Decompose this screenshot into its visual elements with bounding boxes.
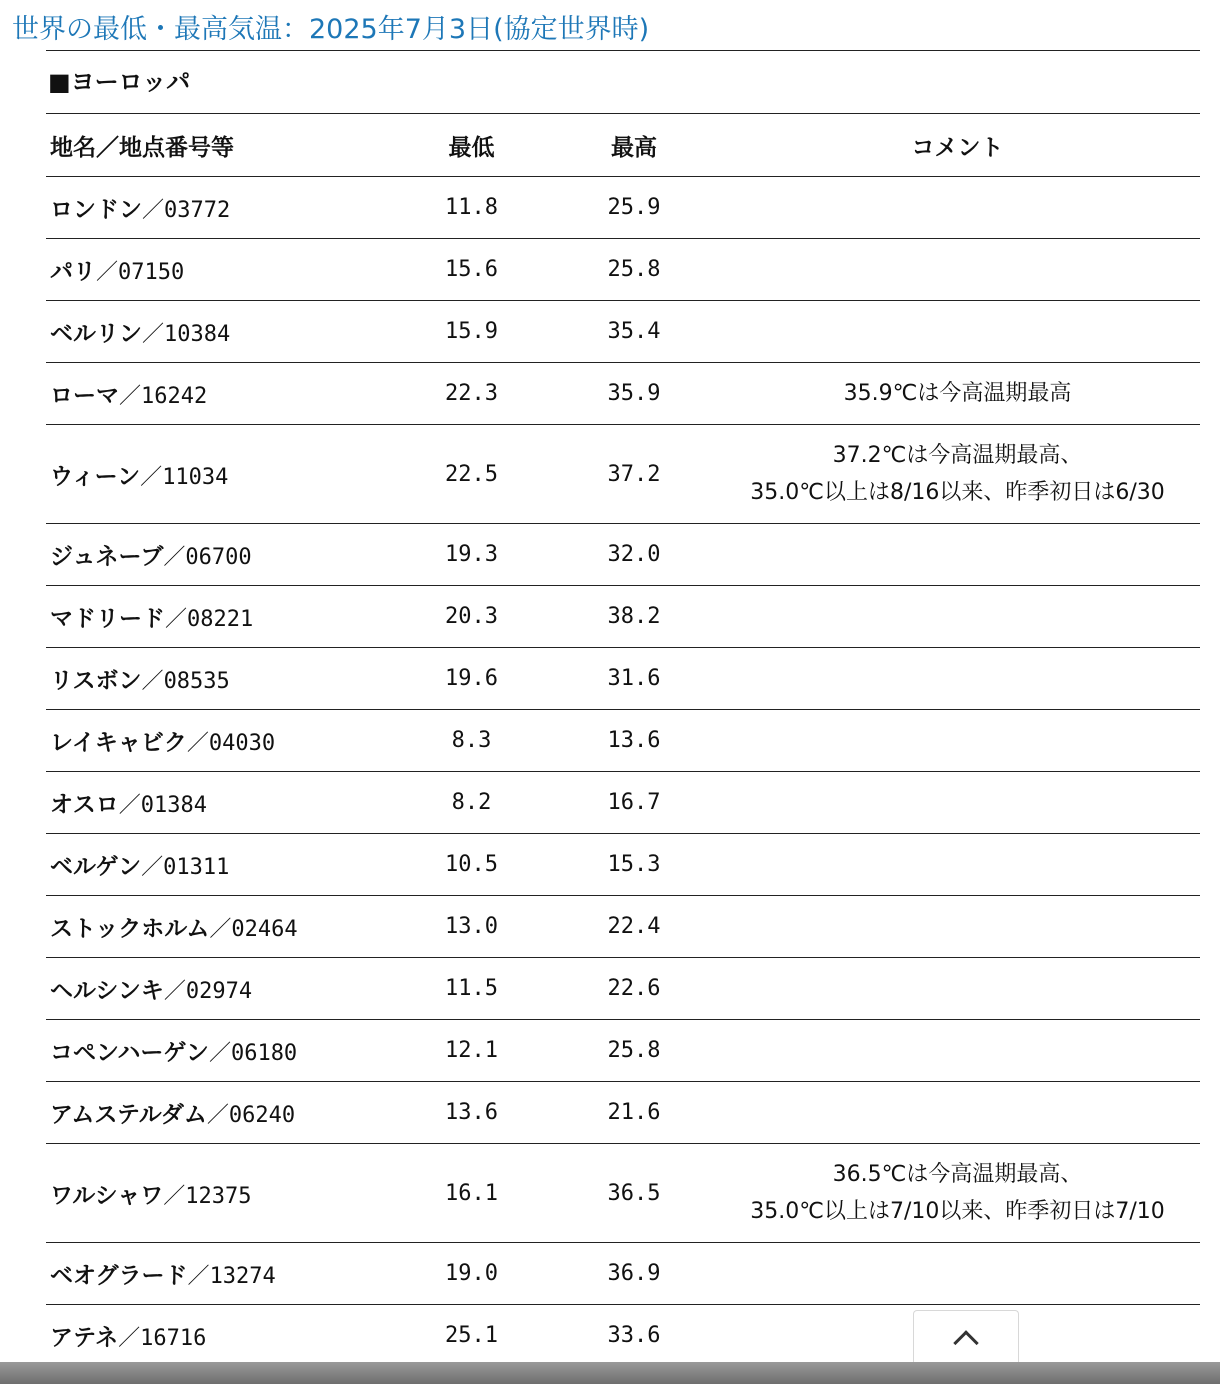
max-temp: 36.9 [553,1243,715,1305]
comment-cell [715,301,1200,363]
separator: ／ [118,1326,141,1351]
station-name: ヘルシンキ [50,978,164,1004]
station-name-cell [46,524,390,586]
column-header-min: 最低 [390,114,553,177]
table-row [46,958,1200,1020]
comment-cell [715,586,1200,648]
max-temp: 21.6 [553,1082,715,1144]
min-temp: 15.6 [390,239,553,301]
separator: ／ [209,917,232,942]
max-temp: 35.9 [553,363,715,425]
min-temp: 15.9 [390,301,553,363]
station-name: ストックホルム [50,916,210,942]
separator: ／ [142,198,165,223]
comment-cell [715,958,1200,1020]
page-title: 世界の最低・最高気温：2025年7月3日(協定世界時) [12,14,650,45]
comment-line-1: 35.9℃は今高温期最高 [843,381,1072,406]
station-code: 01384 [140,793,208,818]
separator: ／ [208,1041,231,1066]
station-name-cell [46,1305,390,1367]
table-row [46,524,1200,586]
station-code: 08535 [163,669,230,694]
station-name: ジュネーブ [50,544,164,570]
max-temp: 33.6 [553,1305,715,1367]
table-row [46,896,1200,958]
separator: ／ [142,322,165,347]
station-code: 03772 [164,198,231,223]
station-name-cell [46,363,390,425]
table-row [46,301,1200,363]
max-temp: 36.5 [553,1144,715,1243]
comment-cell [715,834,1200,896]
station-name: アテネ [50,1325,119,1351]
separator: ／ [119,384,142,409]
max-temp: 38.2 [553,586,715,648]
station-name-cell [46,958,390,1020]
min-temp: 8.2 [390,772,553,834]
station-code: 08221 [187,607,254,632]
station-name: ベルゲン [50,854,142,880]
min-temp: 13.6 [390,1082,553,1144]
station-name-cell [46,239,390,301]
table-row [46,586,1200,648]
station-code: 06240 [228,1103,296,1128]
comment-cell [715,363,1200,425]
table-row [46,1144,1200,1243]
station-name: パリ [50,259,96,285]
station-name-cell [46,1082,390,1144]
station-code: 06700 [185,545,252,570]
separator: ／ [163,1183,186,1209]
station-code: 07150 [118,260,185,285]
table-row [46,834,1200,896]
comment-line-1: 36.5℃は今高温期最高、 [832,1162,1083,1187]
separator: ／ [141,669,164,694]
min-temp: 13.0 [390,896,553,958]
back-to-top-button[interactable] [913,1310,1019,1366]
station-code: 16716 [140,1326,207,1351]
station-name: リスボン [50,668,142,694]
separator: ／ [186,731,209,756]
comment-cell [715,648,1200,710]
table-row [46,177,1200,239]
max-temp: 37.2 [553,425,715,524]
station-code: 10384 [164,322,231,347]
min-temp: 19.3 [390,524,553,586]
comment-cell [715,1082,1200,1144]
min-temp: 22.3 [390,363,553,425]
max-temp: 25.9 [553,177,715,239]
window-bottom-edge [0,1362,1220,1384]
station-name: ベルリン [50,321,142,347]
station-code: 02974 [185,979,253,1004]
station-code: 11034 [162,464,229,490]
comment-cell [715,524,1200,586]
min-temp: 8.3 [390,710,553,772]
station-code: 06180 [230,1041,298,1066]
station-name: ウィーン [50,463,141,490]
station-name: ロンドン [50,197,142,223]
separator: ／ [163,545,186,570]
station-name: アムステルダム [50,1102,207,1128]
station-name: レイキャビク [50,730,187,756]
station-name-cell [46,301,390,363]
comment-cell [715,1144,1200,1243]
station-name-cell [46,772,390,834]
station-name-cell [46,896,390,958]
station-code: 12375 [185,1183,252,1209]
comment-cell [715,425,1200,524]
separator: ／ [141,855,164,880]
chevron-up-icon [953,1330,978,1355]
comment-cell [715,772,1200,834]
max-temp: 31.6 [553,648,715,710]
station-name: ワルシャワ [50,1182,164,1209]
table-row [46,648,1200,710]
separator: ／ [163,979,186,1004]
table-row [46,772,1200,834]
station-name-cell [46,834,390,896]
separator: ／ [118,793,141,818]
station-name-cell [46,425,390,524]
max-temp: 32.0 [553,524,715,586]
table-row [46,1020,1200,1082]
separator: ／ [206,1103,229,1128]
station-code: 16242 [141,384,208,409]
max-temp: 16.7 [553,772,715,834]
max-temp: 15.3 [553,834,715,896]
max-temp: 13.6 [553,710,715,772]
station-code: 13274 [209,1264,276,1289]
max-temp: 22.4 [553,896,715,958]
separator: ／ [165,607,188,632]
station-name-cell [46,1020,390,1082]
station-name-cell [46,1243,390,1305]
min-temp: 16.1 [390,1144,553,1243]
comment-line-2: 35.0℃以上は7/10以来、昨季初日は7/10 [750,1199,1165,1224]
max-temp: 22.6 [553,958,715,1020]
station-name-cell [46,710,390,772]
comment-cell [715,1243,1200,1305]
table-row [46,1243,1200,1305]
min-temp: 22.5 [390,425,553,524]
station-code: 02464 [231,917,298,942]
min-temp: 19.0 [390,1243,553,1305]
station-name: ベオグラード [50,1263,188,1289]
column-header-comment: コメント [715,114,1200,177]
table-row [46,1305,1200,1367]
station-name: オスロ [50,792,119,818]
title-divider [46,50,1200,51]
table-row [46,239,1200,301]
station-name-cell [46,586,390,648]
min-temp: 12.1 [390,1020,553,1082]
comment-line-2: 35.0℃以上は8/16以来、昨季初日は6/30 [750,480,1165,505]
separator: ／ [140,464,163,490]
station-name-cell [46,648,390,710]
min-temp: 11.5 [390,958,553,1020]
station-code: 04030 [208,731,276,756]
min-temp: 11.8 [390,177,553,239]
comment-cell [715,896,1200,958]
table-row [46,363,1200,425]
station-name-cell [46,177,390,239]
table-row [46,1082,1200,1144]
separator: ／ [96,260,119,285]
min-temp: 19.6 [390,648,553,710]
comment-cell [715,177,1200,239]
max-temp: 25.8 [553,1020,715,1082]
separator: ／ [187,1264,210,1289]
min-temp: 25.1 [390,1305,553,1367]
max-temp: 35.4 [553,301,715,363]
station-name: マドリード [50,606,165,632]
comment-cell [715,1020,1200,1082]
comment-cell [715,710,1200,772]
table-row [46,425,1200,524]
station-name: コペンハーゲン [50,1040,209,1066]
temperature-table [46,113,1200,1367]
max-temp: 25.8 [553,239,715,301]
comment-line-1: 37.2℃は今高温期最高、 [832,443,1083,468]
table-header-row [46,114,1200,177]
section-header-europe: ■ヨーロッパ [48,68,191,96]
column-header-name: 地名／地点番号等 [46,114,390,177]
station-code: 01311 [163,855,230,880]
min-temp: 20.3 [390,586,553,648]
table-row [46,710,1200,772]
comment-cell [715,239,1200,301]
station-name-cell [46,1144,390,1243]
min-temp: 10.5 [390,834,553,896]
station-name: ローマ [50,383,119,409]
column-header-max: 最高 [553,114,715,177]
